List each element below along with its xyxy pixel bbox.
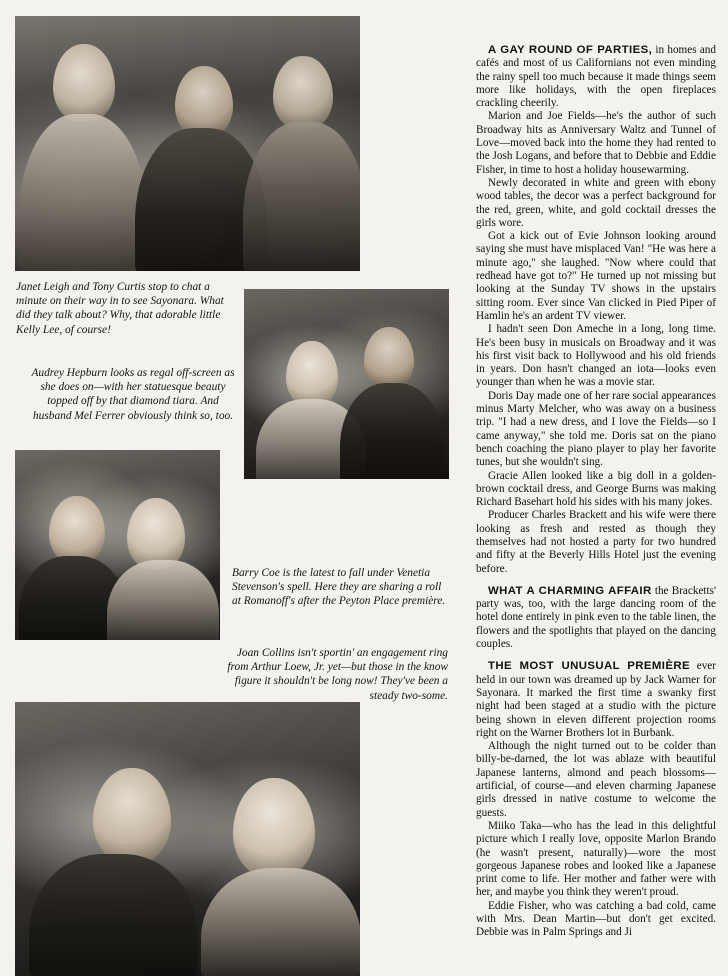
article-column bbox=[476, 44, 716, 940]
article-paragraph bbox=[476, 44, 716, 110]
article-paragraph: Got a kick out of Evie Johnson looking around saying she must have misplaced Van! "He was here a minute ago," she laughed. "Now where could that redhead have got to?" He turned up not missing but looking at the Sunday TV shows in the upstairs sitting room. Ever since Van clicked in Pied Piper of Hamlin he's an ardent TV viewer. bbox=[476, 230, 716, 322]
article-paragraph: Eddie Fisher, who was catching a bad cold, came with Mrs. Dean Martin—but don't get excited. Debbie was in Palm Springs and Ji bbox=[476, 899, 716, 939]
photo-barry-coe-venetia-stevenson bbox=[15, 450, 220, 640]
article-paragraph bbox=[476, 660, 716, 740]
paragraph-text: the Bracketts' party was, too, with the large dancing room of the hotel done entirely in pink even to the table linen, the flowers and the spotlights that played on the dancing couples. bbox=[476, 584, 717, 651]
article-paragraph: Although the night turned out to be colder than billy-be-darned, the lot was ablaze with beautiful Japanese lanterns, almond and peach blossoms—artificial, of course—and eleven charming Japanese girls dressed in native costume to welcome the guests. bbox=[476, 740, 716, 819]
section-heading-a-gay-round-of-parties: A GAY ROUND OF PARTIES, bbox=[488, 44, 653, 56]
section-heading-what-a-charming-affair: WHAT A CHARMING AFFAIR bbox=[488, 584, 652, 597]
photo-joan-collins-arthur-loew bbox=[15, 702, 360, 976]
photo-audrey-hepburn-mel-ferrer bbox=[244, 289, 449, 479]
photo-subjects bbox=[15, 702, 360, 976]
section-heading-the-most-unusual-premiere: THE MOST UNUSUAL PREMIÈRE bbox=[488, 660, 690, 673]
article-paragraph: Miiko Taka—who has the lead in this delightful picture which I really love, opposite Marlon Brando (he wasn't present, naturally)—wore the most gorgeous Japanese robes and looked like a Japanese print come to life. Her mother and father were with her, and maybe you think they weren't proud. bbox=[476, 819, 716, 899]
section-spacer bbox=[476, 576, 716, 585]
section-spacer bbox=[476, 651, 716, 660]
article-paragraph: Producer Charles Brackett and his wife were there looking as fresh and rested as though they themselves had not hosted a party for two hundred and fifty at the Beverly Hills Hotel just the evening before. bbox=[476, 509, 716, 575]
photo-subjects bbox=[15, 16, 360, 271]
caption-barry-coe: Barry Coe is the latest to fall under Venetia Stevenson's spell. Here they are sharing a roll at Romanoff's after the Peyton Place première. bbox=[232, 567, 446, 608]
paragraph-text: ever held in our town was dreamed up by Jack Warner for Sayonara. It marked the first time a swanky first night had been staged at a studio with the picture being shown in eleven different projection rooms right on the Warner Brothers lot in Burbank. bbox=[476, 660, 717, 739]
caption-janet-leigh: Janet Leigh and Tony Curtis stop to chat a minute on their way in to see Sayonara. What did they talk about? Why, that adorable little Kelly Lee, of course! bbox=[16, 281, 224, 336]
article-paragraph: Marion and Joe Fields—he's the author of such Broadway hits as Anniversary Waltz and Tunnel of Love—moved back into the home they had rented to the Josh Logans, and before that to Debbie and Eddie Fisher, in time to host a holiday housewarming. bbox=[476, 110, 716, 176]
photo-column bbox=[12, 14, 460, 964]
article-paragraph: Newly decorated in white and green with ebony wood tables, the decor was a perfect background for the red, green, white, and gold cocktail dresses the girls wore. bbox=[476, 176, 716, 229]
photo-subjects bbox=[15, 450, 220, 640]
paragraph-text: in homes and cafés and most of us Californians not even minding the rainy spell too much because it made things seem more like holidays, with the open fireplaces crackling cheerily. bbox=[476, 44, 716, 110]
article-paragraph bbox=[476, 585, 716, 651]
caption-audrey-hepburn: Audrey Hepburn looks as regal off-screen as she does on—with her statuesque beauty topped off by that diamond tiara. And husband Mel Ferrer obviously think so, too. bbox=[31, 367, 235, 422]
article-paragraph: Gracie Allen looked like a big doll in a golden-brown cocktail dress, and George Burns was making Richard Basehart hold his sides with his many jokes. bbox=[476, 469, 716, 509]
photo-subjects bbox=[244, 289, 449, 479]
article-paragraph: Doris Day made one of her rare social appearances minus Marty Melcher, who was away on a business trip. "I had a new dress, and I love the Fields—so I came anyway," she told me. Doris sat on the piano bench coaching the piano player to play her favorite tunes, but she wouldn't sing. bbox=[476, 389, 716, 469]
caption-joan-collins: Joan Collins isn't sportin' an engagement ring from Arthur Loew, Jr. yet—but those in the know figure it shouldn't be long now! They've been a steady two-some. bbox=[227, 647, 448, 702]
article-body bbox=[476, 44, 716, 940]
photo-janet-leigh-tony-curtis bbox=[15, 16, 360, 271]
article-paragraph: I hadn't seen Don Ameche in a long, long time. He's been busy in musicals on Broadway and it was his first visit back to Hollywood and his old friends in years. Don hasn't changed an iota—looks even younger than when he was a movie star. bbox=[476, 323, 716, 389]
